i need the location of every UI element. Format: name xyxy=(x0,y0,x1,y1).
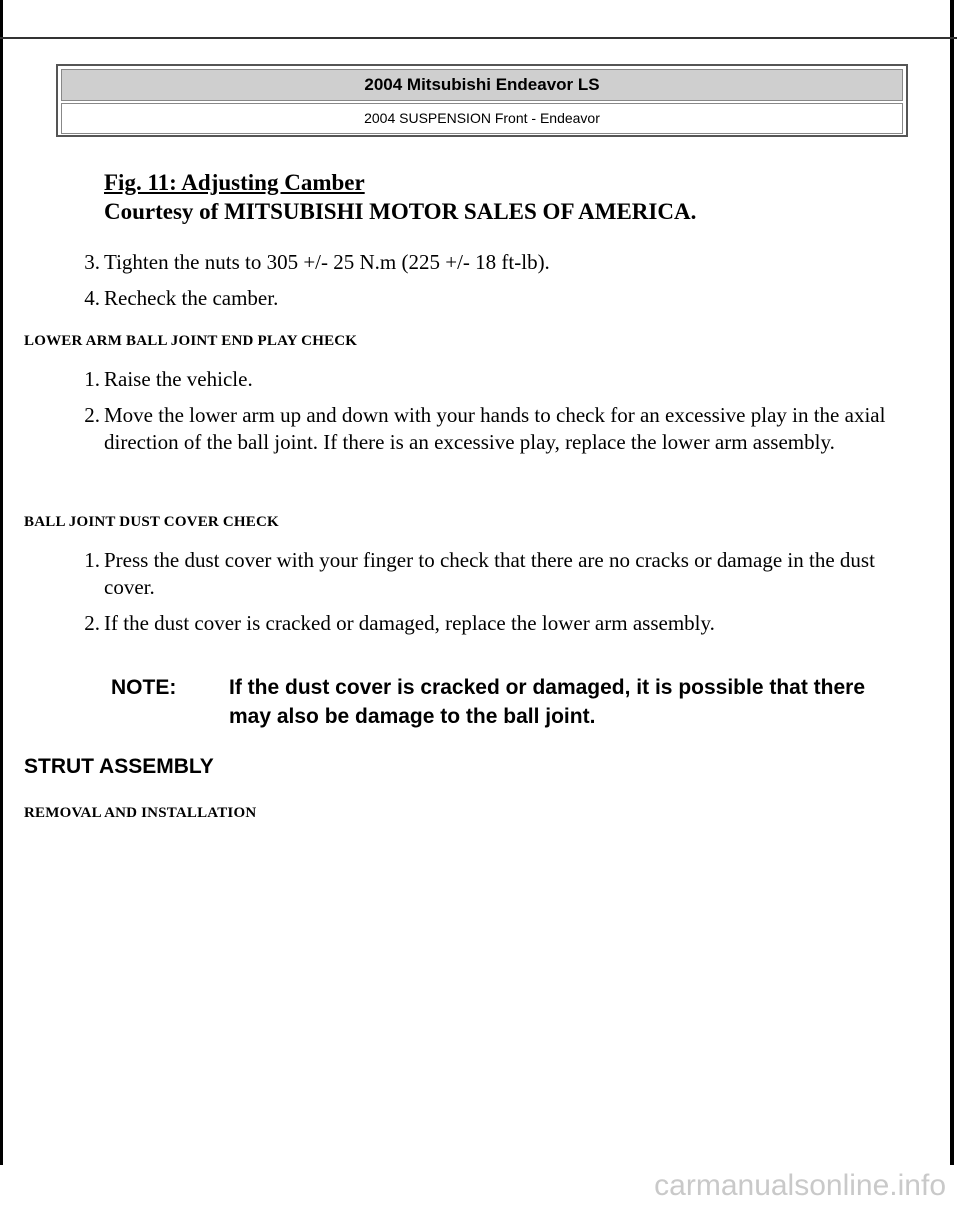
lower-arm-heading: LOWER ARM BALL JOINT END PLAY CHECK xyxy=(24,333,358,349)
list-item xyxy=(66,285,916,312)
step-text: Tighten the nuts to 305 +/- 25 N.m (225 +/- 18 ft-lb). xyxy=(104,250,550,274)
lower-arm-steps xyxy=(66,366,916,465)
step-number: 1. xyxy=(84,367,100,391)
strut-heading: STRUT ASSEMBLY xyxy=(24,755,214,778)
step-text: Press the dust cover with your finger to check that there are no cracks or damage in the dust cover. xyxy=(104,548,875,599)
step-number: 4. xyxy=(84,286,100,310)
figure-caption xyxy=(104,168,696,226)
step-text: Recheck the camber. xyxy=(104,286,279,310)
figure-courtesy: Courtesy of MITSUBISHI MOTOR SALES OF AMERICA. xyxy=(104,199,697,224)
step-number: 2. xyxy=(84,611,100,635)
step-text: If the dust cover is cracked or damaged, replace the lower arm assembly. xyxy=(104,611,715,635)
note-text: If the dust cover is cracked or damaged, it is possible that there may also be damage to the ball joint. xyxy=(229,676,866,728)
step-number: 3. xyxy=(84,250,100,274)
section-title: 2004 SUSPENSION Front - Endeavor xyxy=(61,103,903,134)
step-number: 1. xyxy=(84,548,100,572)
step-number: 2. xyxy=(84,403,100,427)
list-item xyxy=(66,402,916,456)
removal-installation-heading: REMOVAL AND INSTALLATION xyxy=(24,805,257,821)
figure-title[interactable]: Fig. 11: Adjusting Camber xyxy=(104,170,365,195)
document-header xyxy=(56,64,908,137)
list-item xyxy=(66,610,916,637)
step-text: Move the lower arm up and down with your hands to check for an excessive play in the axial direction of the ball joint. If there is an excessive play, replace the lower arm assembly. xyxy=(104,403,886,454)
vehicle-title: 2004 Mitsubishi Endeavor LS xyxy=(61,69,903,101)
step-text: Raise the vehicle. xyxy=(104,367,253,391)
note-label: NOTE: xyxy=(111,676,177,699)
dust-cover-heading: BALL JOINT DUST COVER CHECK xyxy=(24,514,279,530)
list-item xyxy=(66,249,916,276)
top-rule xyxy=(0,37,957,39)
dust-cover-steps xyxy=(66,547,916,646)
camber-steps xyxy=(66,249,916,321)
watermark: carmanualsonline.info xyxy=(654,1169,946,1202)
list-item xyxy=(66,366,916,393)
list-item xyxy=(66,547,916,601)
